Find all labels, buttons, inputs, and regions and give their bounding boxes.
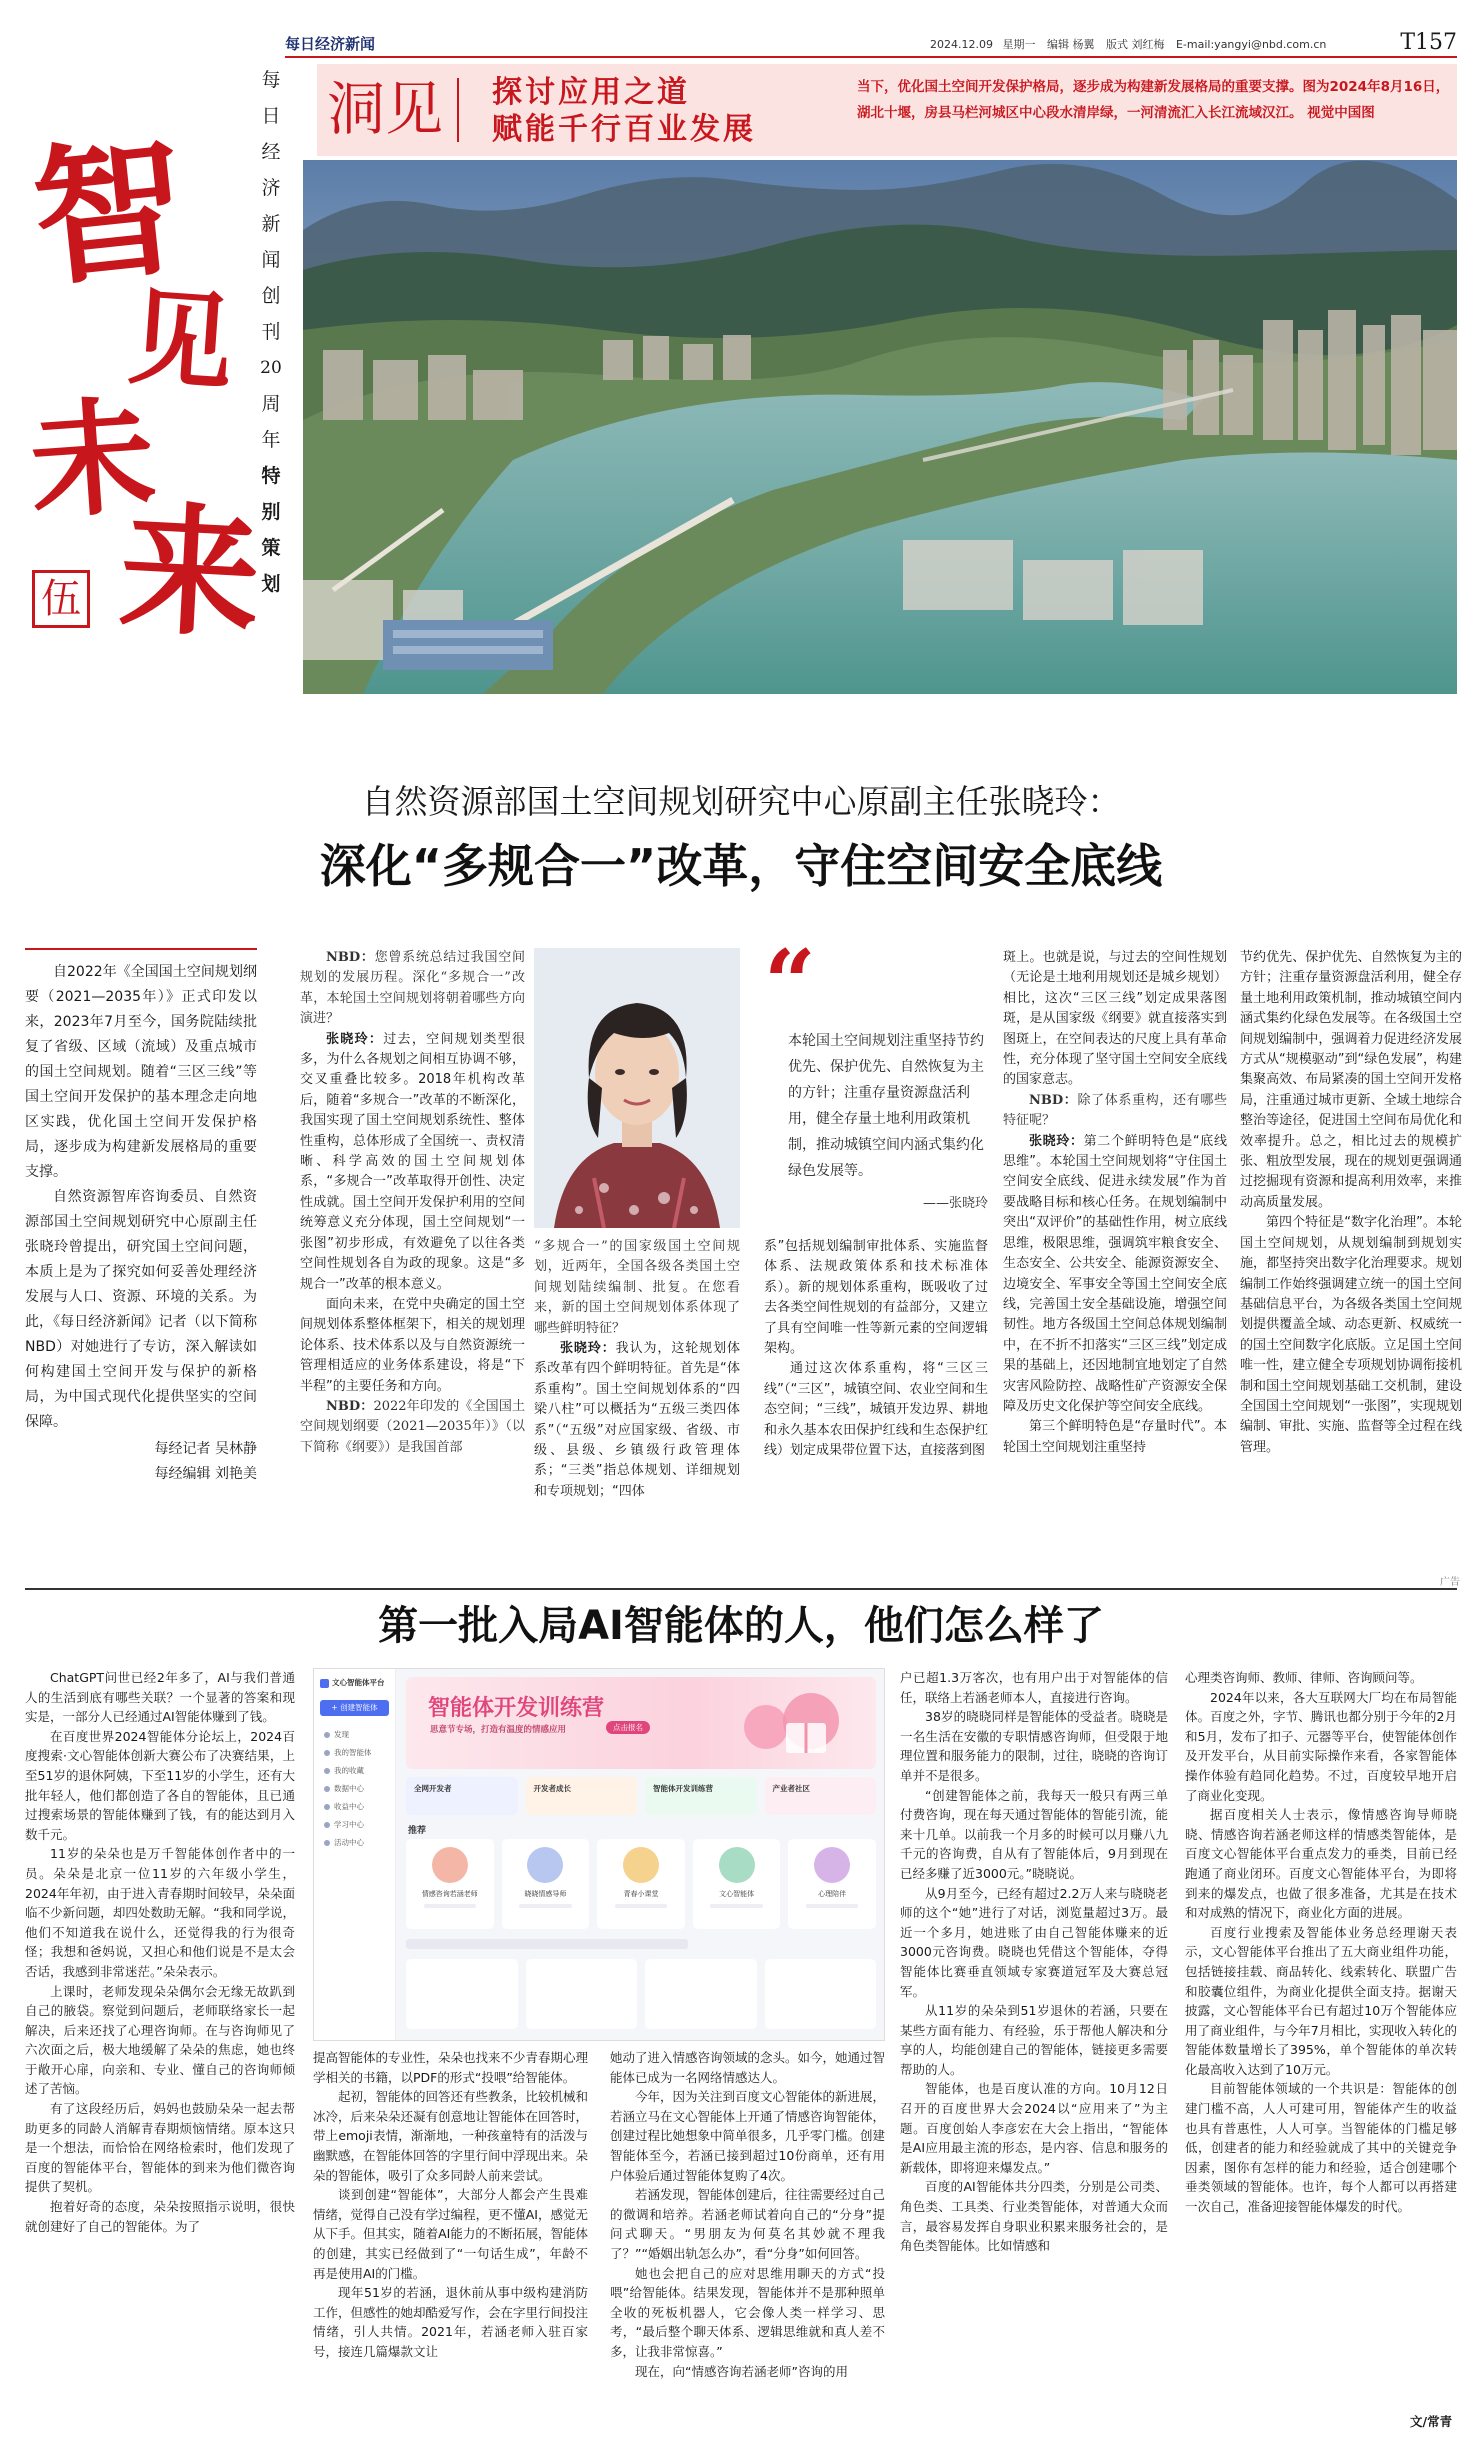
sidebar-item-label: 数据中心 (334, 1784, 364, 1793)
sidebar-menu (320, 1726, 389, 1852)
page-number: T157 (1400, 30, 1457, 55)
sidebar-item-icon (324, 1768, 330, 1774)
issue-weekday: 星期一 (1002, 38, 1036, 51)
paragraph: 百度的AI智能体共分四类，分别是公司类、角色类、工具类、行业类智能体，对普通大众而言，最容易发挥自身职业积累来服务社会的，是角色类智能体。比如情感和 (900, 2179, 1168, 2254)
gift-icon (736, 1687, 846, 1761)
sidebar-item[interactable] (320, 1780, 389, 1798)
sidebar-item[interactable] (320, 1834, 389, 1852)
paragraph-text: 斑上。也就是说，与过去的空间性规划（无论是土地利用规划还是城乡规划）相比，这次“三区三线”划定成果落图斑，是从国家级《纲要》就直接落实到图斑上，在空间表达的尺度上具有革命性，充分体现了坚守国土空间安全底线的国家意志。 (1003, 950, 1227, 1088)
agent-card[interactable] (502, 1839, 590, 1929)
section-divider (25, 1588, 1457, 1590)
avatar (814, 1847, 850, 1883)
platform-logo (320, 1677, 389, 1688)
paragraph: ChatGPT问世已经2年多了，AI与我们普通人的生活到底有哪些关联？一个显著的答案和现实是，一部分人已经通过AI智能体赚到了钱。 (25, 1670, 295, 1725)
paragraph-text: 您曾系统总结过我国空间规划的发展历程。深化“多规合一”改革，本轮国土空间规划将朝着哪些方向演进？ (300, 950, 525, 1027)
slogan-bold-char: 别 (261, 501, 281, 523)
paragraph-text: 节约优先、保护优先、自然恢复为主的方针；注重存量资源盘活利用，健全存量土地利用政策机制，推动城镇空间内涵式集约化绿色发展等。在各级国土空间规划编制中，强调着力促进经济发展方式从“规模驱动”到“绿色发展”，构建集聚高效、布局紧凑的国土空间开发格局，注重通过城市更新、全域土地综合整治等途径，促进国土空间布局优化和效率提升。总之，相比过去的规模扩张、粗放型发展，现在的规划更强调通过挖掘现有资源和提高利用效率，来推动高质量发展。 (1240, 950, 1462, 1210)
banner-signup-button[interactable]: 点击报名 (606, 1721, 650, 1734)
interview-answer (1003, 1417, 1227, 1458)
quote-text: 本轮国土空间规划注重坚持节约优先、保护优先、自然恢复为主的方针；注重存量资源盘活利用，健全存量土地利用政策机制，推动城镇空间内涵式集约化绿色发展等。 (788, 1033, 984, 1179)
paragraph-text: 2022年印发的《全国国土空间规划纲要（2021—2035年）》（以下简称《纲要》）是我国首部 (300, 1398, 525, 1455)
slogan-char: 周 (261, 393, 281, 415)
quick-card[interactable] (765, 1777, 877, 1815)
article1-col3-bottom (764, 1237, 988, 1461)
banner-subtitle: 思意节专场，打造有温度的情感应用 (430, 1725, 567, 1735)
quick-card-label: 全网开发者 (414, 1784, 452, 1793)
interview-question (534, 1237, 740, 1339)
quick-card[interactable] (526, 1777, 638, 1815)
banner-headline-line2: 赋能千行百业发展 (492, 112, 756, 147)
interview-answer (300, 1030, 525, 1295)
avatar (527, 1847, 563, 1883)
interview-question (1003, 1091, 1227, 1132)
calligraphy-char-3: 未 (25, 382, 160, 538)
masthead (285, 30, 1457, 58)
agent-platform-screenshot (313, 1668, 885, 2041)
pull-quote (764, 930, 988, 1248)
sidebar-item-label: 我的收藏 (334, 1766, 364, 1775)
interview-question (300, 948, 525, 1030)
editor-credit: 编辑 杨翼 (1046, 38, 1095, 51)
paragraph-text: 面向未来，在党中央确定的国土空间规划体系整体框架下，相关的规划理论体系、技术体系以及与自然资源统一管理相适应的业务体系建设，将是“下半程”的主要任务和方向。 (300, 1296, 525, 1394)
article1-title: 深化“多规合一”改革，守住空间安全底线 (319, 839, 1163, 893)
calligraphy-char-1: 智 (25, 117, 193, 309)
river-city-photo (303, 160, 1457, 694)
paragraph-text: 过去，空间规划类型很多，为什么各规划之间相互协调不够，交叉重叠比较多。2018年机构改革后，随着“多规合一”改革的不断深化，我国实现了国土空间规划系统性、整体性重构，总体形成了全国统一、责权清晰、科学高效的国土空间规划体系，“多规合一”改革取得开创性、决定性成就。国土空间开发保护利用的空间统筹意义充分体现，国土空间规划“一张图”初步形成，有效避免了以往各类空间性规划各自为政的现象。这是“多规合一”改革的根本意义。 (300, 1031, 525, 1292)
banner-headline-line1: 探讨应用之道 (492, 75, 690, 110)
article2-col3 (900, 1668, 1168, 2256)
column-name: 洞见 (327, 75, 444, 143)
paragraph: 百度行业搜索及智能体业务总经理谢天表示，文心智能体平台推出了五大商业组件功能，包括链接挂载、商品转化、线索转化、联盟广告和胶囊位组件，为商业化提供全面支持。据谢天披露，文心智能体平台已有超过10万个智能体应用了商业组件，与今年7月相比，实现收入转化的智能体数量增长了395%，单个智能体的单次转化最高收入达到了10万元。 (1185, 1924, 1457, 2077)
sidebar-item[interactable] (320, 1726, 389, 1744)
slogan-bold-char: 特 (261, 465, 281, 487)
sidebar-item[interactable] (320, 1798, 389, 1816)
quick-cards (406, 1777, 876, 1815)
slogan-char: 20 (260, 358, 282, 378)
quick-card-label: 开发者成长 (533, 1784, 571, 1793)
paragraph: 从9月至今，已经有超过2.2万人来与晓晓老师的这个“她”进行了对话，浏览量超过3万。最近一个多月，她进账了由自己智能体赚来的近3000元咨询费。晓晓也凭借这个智能体，夺得智能体比赛垂直领域专家赛道冠军及大赛总冠军。 (900, 1885, 1168, 1999)
slogan-bold-char: 策 (261, 537, 281, 559)
agent-name: 晓晓情感导师 (524, 1890, 567, 1898)
paragraph: 户已超1.3万客次，也有用户出于对智能体的信任，联络上若涵老师本人，直接进行咨询。 (900, 1670, 1168, 1705)
paragraph: 据百度相关人士表示，像情感咨询导师晓晓、情感咨询若涵老师这样的情感类智能体，是百度文心智能体平台重点发力的垂类，目前已经跑通了商业闭环。百度文心智能体平台，为即将到来的爆发点，也做了很多准备，尤其是在技术和对成熟的情况下，商业化方面的进展。 (1185, 1807, 1457, 1921)
article1-col2-top (300, 948, 525, 1458)
slogan-char: 新 (261, 213, 281, 235)
recommend-section-title: 推荐 (408, 1826, 427, 1836)
article1-col2-bottom (534, 1237, 740, 1502)
paragraph-text: 第二个鲜明特色是“底线思维”。本轮国土空间规划将“守住国土空间安全底线、促进永续发展”作为首要战略目标和核心任务。在规划编制中突出“双评价”的基础性作用，树立底线思维，极限思维，强调筑牢粮食安全、生态安全、公共安全、能源资源安全、边境安全、军事安全等国土空间安全底线，完善国土安全基础设施，增强空间韧性。地方各级国土空间总体规划编制中，在不折不扣落实“三区三线”划定成果的基础上，还因地制宜地划定了自然灾害风险防控、战略性矿产资源安全保障及历史文化保护等空间安全底线。 (1003, 1133, 1227, 1414)
slogan-char: 日 (261, 105, 281, 127)
calligraphy-title (25, 117, 265, 678)
paragraph: 现在，向“情感咨询若涵老师”咨询的用 (635, 2363, 848, 2379)
agent-card[interactable] (406, 1839, 494, 1929)
article2-col4 (1185, 1668, 1457, 2217)
banner (317, 64, 1457, 156)
sidebar-item-icon (324, 1822, 330, 1828)
banner-divider (457, 78, 459, 142)
editor-email: E-mail:yangyi@nbd.com.cn (1175, 38, 1327, 51)
byline-reporter: 每经记者 吴林静 (154, 1441, 257, 1457)
sidebar-item[interactable] (320, 1744, 389, 1762)
article1-intro-text (25, 960, 257, 1435)
paragraph: 提高智能体的专业性，朵朵也找来不少青春期心理学相关的书籍，以PDF的形式“投喂”给智能体。 (313, 2050, 589, 2085)
agent-name: 文心智能体 (719, 1890, 755, 1898)
paragraph-text: 第三个鲜明特色是“存量时代”。本轮国土空间规划注重坚持 (1003, 1419, 1227, 1455)
article2-byline: 文/常青 (1410, 2414, 1453, 2429)
sidebar-item-icon (324, 1840, 330, 1846)
slogan-char: 刊 (261, 321, 281, 343)
slogan-normal-chars (254, 62, 288, 458)
article1-col4 (1003, 948, 1227, 1458)
slogan-char: 济 (261, 177, 281, 199)
banner-title: 智能体开发训练营 (428, 1696, 605, 1721)
quick-card[interactable] (645, 1777, 757, 1815)
article2-title: 第一批入局AI智能体的人，他们怎么样了 (378, 1603, 1104, 1649)
agent-name: 情感咨询若涵老师 (421, 1890, 478, 1898)
interview-question (300, 1397, 525, 1458)
article1-col5 (1240, 948, 1462, 1458)
sidebar-item-label: 收益中心 (334, 1802, 364, 1811)
article2-col1 (25, 1668, 295, 2236)
paragraph-text: 通过这次体系重构，将“三区三线”（“三区”，城镇空间、农业空间和生态空间；“三线”，城镇开发边界、耕地和永久基本农田保护红线和生态保护红线）划定成果带位置下达，直接落到图 (764, 1361, 988, 1459)
paper-name: 每日经济新闻 (285, 35, 376, 53)
intro-paragraph: 自2022年《全国国土空间规划纲要（2021—2035年）》正式印发以来，2023年7月至今，国务院陆续批复了省级、区域（流域）及重点城市的国土空间规划。随着“三区三线”等国土空间开发保护的基本理念走向地区实践，优化国土空间开发保护格局，逐步成为构建新发展格局的重要支撑。 (25, 964, 257, 1180)
paragraph: “创建智能体之前，我每天一般只有两三单付费咨询，现在每天通过智能体的智能引流，能来十几单。以前我一个月多的时候可以月赚八九千元的咨询费，自从有了智能体后，9月到现在已经多赚了近3000元。”晓晓说。 (900, 1787, 1168, 1881)
platform-name: 文心智能体平台 (332, 1678, 385, 1687)
paragraph: 起初，智能体的回答还有些教条，比较机械和冰冷，后来朵朵还凝有创意地让智能体在回答时，带上emoji表情，渐渐地，一种孩童特有的活泼与幽默感，在智能体回答的字里行间中浮现出来。朵朵的智能体，吸引了众多同龄人前来尝试。 (313, 2089, 589, 2183)
paragraph-text: 系”包括规划编制审批体系、实施监督体系、法规政策体系和技术标准体系）。新的规划体系重构，既吸收了过去各类空间性规划的有益部分，又建立了具有空间唯一性等新元素的空间逻辑架构。 (764, 1239, 988, 1357)
interview-answer (764, 1359, 988, 1461)
paragraph: 现年51岁的若涵，退休前从事中级构建消防工作，但感性的她却酷爱写作，会在字里行间投注情绪，引人共情。2021年，若涵老师入驻百家号，接连几篇爆款文让 (313, 2285, 589, 2359)
avatar (719, 1847, 755, 1883)
paragraph-text: 除了体系重构，还有哪些特征呢？ (1003, 1092, 1227, 1129)
interview-answer (1003, 948, 1227, 1091)
banner-headline (492, 74, 756, 148)
platform-logo-icon (320, 1679, 329, 1688)
series-number-badge: 伍 (32, 570, 90, 628)
sidebar-item-icon (324, 1804, 330, 1810)
paragraph: 心理类咨询师、教师、律师、咨询顾问等。 (1185, 1670, 1423, 1685)
avatar (432, 1847, 468, 1883)
sidebar-item-icon (324, 1786, 330, 1792)
article1-intro (25, 948, 257, 1487)
question-label: NBD： (1029, 1092, 1078, 1108)
article2-mid-col2 (610, 2048, 885, 2381)
sidebar-item-label: 发现 (334, 1730, 349, 1739)
paragraph: 目前智能体领域的一个共识是：智能体的创建门槛不高，人人可建可用，智能体产生的收益也具有普惠性，人人可享。当智能体的门槛足够低，创建者的能力和经验就成了其中的关键竞争因素，图你有怎样的能力和经验，适合创建哪个垂类领域的智能体。也许，每个人都可以再搭建一次自己，准备迎接智能体爆发的时代。 (1185, 2081, 1457, 2215)
quick-card-label: 智能体开发训练营 (653, 1784, 713, 1793)
agent-name: 青春小课堂 (623, 1890, 659, 1898)
quick-card-label: 产业者社区 (772, 1784, 810, 1793)
agent-card[interactable] (693, 1839, 781, 1929)
byline-editor: 每经编辑 刘艳美 (154, 1466, 257, 1482)
intro-paragraph: 自然资源智库咨询委员、自然资源部国土空间规划研究中心原副主任张晓玲曾提出，研究国土空间问题，本质上是为了探究如何妥善处理经济发展与人口、资源、环境的关系。为此，《每日经济新闻》记者（以下简称NBD）对她进行了专访，深入解读如何构建国土空间开发与保护的新格局，为中国式现代化提供坚实的空间保障。 (25, 1189, 257, 1430)
quick-card[interactable] (406, 1777, 518, 1815)
ad-mark: 广告 (1440, 1577, 1460, 1588)
answer-label: 张晓玲： (560, 1341, 616, 1357)
interview-answer (764, 1237, 988, 1359)
banner-caption: 当下，优化国土空间开发保护格局，逐步成为构建新发展格局的重要支撑。图为2024年8月16日，湖北十堰，房县马栏河城区中心段水清岸绿，一河清流汇入长江流域汉江。 视觉中国图 (857, 79, 1450, 121)
paragraph: 有了这段经历后，妈妈也鼓励朵朵一起去帮助更多的同龄人消解青春期烦恼情绪。原本这只是一个想法，而恰恰在网络检索时，他们发现了百度的智能体平台，智能体的到来为他们微咨询提供了契机。 (25, 2101, 295, 2195)
sidebar-item-icon (324, 1732, 330, 1738)
avatar (623, 1847, 659, 1883)
paragraph: 上课时，老师发现朵朵偶尔会无缘无故趴到自己的腋袋。察觉到问题后，老师联络家长一起解决，后来还找了心理咨询师。在与咨询师见了六次面之后，极大地缓解了朵朵的焦虑，她也终于敞开心扉，向亲和、专业、懂自己的咨询师倾述了苦恼。 (25, 1983, 295, 2097)
paragraph: 她也会把自己的应对思维用聊天的方式“投喂”给智能体。结果发现，智能体并不是那种照单全收的死板机器人，它会像人类一样学习、思考，“最后整个聊天体系、逻辑思维就和真人差不多，让我非常惊喜。” (610, 2265, 885, 2359)
slogan-bold-char: 划 (261, 573, 281, 595)
slogan-char: 创 (261, 285, 281, 307)
masthead-info (930, 36, 1326, 52)
calligraphy-char-2: 见 (123, 274, 238, 406)
slogan-char: 闻 (261, 249, 281, 271)
sidebar-item-label: 学习中心 (334, 1820, 364, 1829)
app-sidebar (314, 1669, 396, 2041)
agent-card[interactable] (597, 1839, 685, 1929)
agent-card-grid (406, 1839, 876, 1929)
paragraph: 在百度世界2024智能体分论坛上，2024百度搜索·文心智能体创新大赛公布了决赛结果，上至51岁的退休阿姨，下至11岁的小学生，还有大批年轻人，他们都创造了各自的智能体，且已通过搜索场景的智能体赚到了钱，有的能达到月入数千元。 (25, 1728, 295, 1842)
interview-answer (1240, 948, 1462, 1213)
sidebar-item-icon (324, 1750, 330, 1756)
interview-answer (1240, 1213, 1462, 1458)
paragraph: 智能体，也是百度认准的方向。10月12日召开的百度世界大会2024以“应用来了”为主题。百度创始人李彦宏在大会上指出，“智能体是AI应用最主流的形态，是内容、信息和服务的新载体，即将迎来爆发点。” (900, 2081, 1168, 2175)
sidebar-item[interactable] (320, 1762, 389, 1780)
paragraph: 谈到创建“智能体”，大部分人都会产生畏难情绪，觉得自己没有学过编程，更不懂AI，感觉无从下手。但其实，随着AI能力的不断拓展，智能体的创建，其实已经做到了“一句话生成”，年龄不再是使用AI的门槛。 (313, 2187, 588, 2281)
paragraph-text: “多规合一”的国家级国土空间规划，近两年，全国各级各类国土空间规划陆续编制、批复。在您看来，新的国土空间规划体系体现了哪些鲜明特征？ (534, 1239, 740, 1336)
sidebar-item-label: 我的智能体 (334, 1748, 372, 1757)
paragraph-text: 我认为，这轮规划体系改革有四个鲜明特征。首先是“体系重构”。国土空间规划体系的“四梁八柱”可以概括为“五级三类四体系”（“五级”对应国家级、省级、市级、县级、乡镇级行政管理体系；“三类”指总体规划、详细规划和专项规划；“四体 (534, 1341, 740, 1499)
article1-bylines (25, 1437, 257, 1487)
paragraph: 11岁的朵朵也是万千智能体创作者中的一员。朵朵是北京一位11岁的六年级小学生，2024年年初，由于进入青春期时间较早，朵朵面临不少新问题，却四处数助无解。“我和同学说，他们不知道我在说什么，还觉得我的行为很奇怪；我想和爸妈说，又担心和他们说是不是太会否话，我感到非常迷茫。”朵朵表示。 (25, 1846, 295, 1979)
paragraph: 今年，因为关注到百度文心智能体的新进展，若涵立马在文心智能体上开通了情感咨询智能体，创建过程比她想象中简单很多，几乎零门槛。创建智能体至今，若涵已接到超过10份商单，还有用户体验后通过智能体复购了4次。 (610, 2089, 886, 2183)
sidebar-item-label: 活动中心 (334, 1838, 364, 1847)
paragraph-text: 第四个特征是“数字化治理”。本轮国土空间规划，从规划编制到规划实施，都坚持突出数字化治理要求。规划编制工作始终强调建立统一的国土空间基础信息平台，为各级各类国土空间规划提供覆盖全域、动态更新、权威统一的国土空间数字化底版。立足国土空间唯一性，建立健全专项规划协调衔接机制和国土空间规划基础工交机制，建设全国国土空间规划“一张图”，实现规划编制、审批、实施、监督等全过程在线管理。 (1240, 1215, 1462, 1455)
question-label: NBD： (326, 1398, 374, 1414)
interview-answer (300, 1295, 525, 1397)
slogan-char: 年 (261, 429, 281, 451)
slogan-char: 经 (261, 141, 281, 163)
paragraph: 若涵发现，智能体创建后，往往需要经过自己的微调和培养。若涵老师试着向自己的“分身”提问式聊天。“男朋友为何莫名其妙就不理我了？”“婚姻出轨怎么办”，看“分身”如何回答。 (610, 2187, 886, 2261)
quote-attribution: ——张晓玲 (922, 1196, 988, 1211)
calligraphy-char-4: 来 (115, 487, 265, 659)
article1-subtitle: 自然资源部国土空间规划研究中心原副主任张晓玲： (361, 782, 1121, 821)
sidebar-item[interactable] (320, 1816, 389, 1834)
paragraph: 从11岁的朵朵到51岁退休的若涵，只要在某些方面有能力、有经验，乐于帮他人解决和分享的人，均能创建自己的智能体，链接更多需要帮助的人。 (900, 2003, 1168, 2077)
slogan-char: 每 (261, 69, 281, 91)
portrait-photo (534, 948, 740, 1228)
interview-answer (1003, 1132, 1227, 1418)
interview-answer (534, 1339, 740, 1502)
paragraph: 38岁的晓晓同样是智能体的受益者。晓晓是一名生活在安徽的专职情感咨询师，但受限于地理位置和服务能力的限制，过往，晓晓的咨询订单并不是很多。 (900, 1709, 1168, 1783)
article2-mid-col1 (313, 2048, 588, 2362)
training-camp-banner[interactable] (406, 1677, 876, 1769)
agent-list-placeholder (406, 1939, 876, 2034)
agent-name: 心理陪伴 (818, 1890, 847, 1898)
paragraph: 她动了进入情感咨询领域的念头。如今，她通过智能体已成为一名网络情感达人。 (610, 2050, 886, 2085)
paragraph: 抱着好奇的态度，朵朵按照指示说明，很快就创建好了自己的智能体。为了 (25, 2199, 295, 2234)
layout-credit: 版式 刘红梅 (1105, 38, 1165, 51)
issue-date: 2024.12.09 (930, 38, 993, 51)
question-label: NBD： (326, 950, 375, 965)
answer-label: 张晓玲： (326, 1031, 384, 1047)
create-agent-button[interactable]: + 创建智能体 (320, 1700, 389, 1716)
agent-card[interactable] (788, 1839, 876, 1929)
paragraph: 2024年以来，各大互联网大厂均在布局智能体。百度之外，字节、腾讯也都分别于今年的2月和5月，发布了扣子、元器等平台，使智能体创作及开发平台，从目前实际操作来看，各家智能体操作体验有趋同化趋势。不过，百度较早地开启了商业化变现。 (1185, 1689, 1457, 1803)
quote-mark-icon: “ (764, 930, 816, 1036)
answer-label: 张晓玲： (1029, 1133, 1084, 1149)
